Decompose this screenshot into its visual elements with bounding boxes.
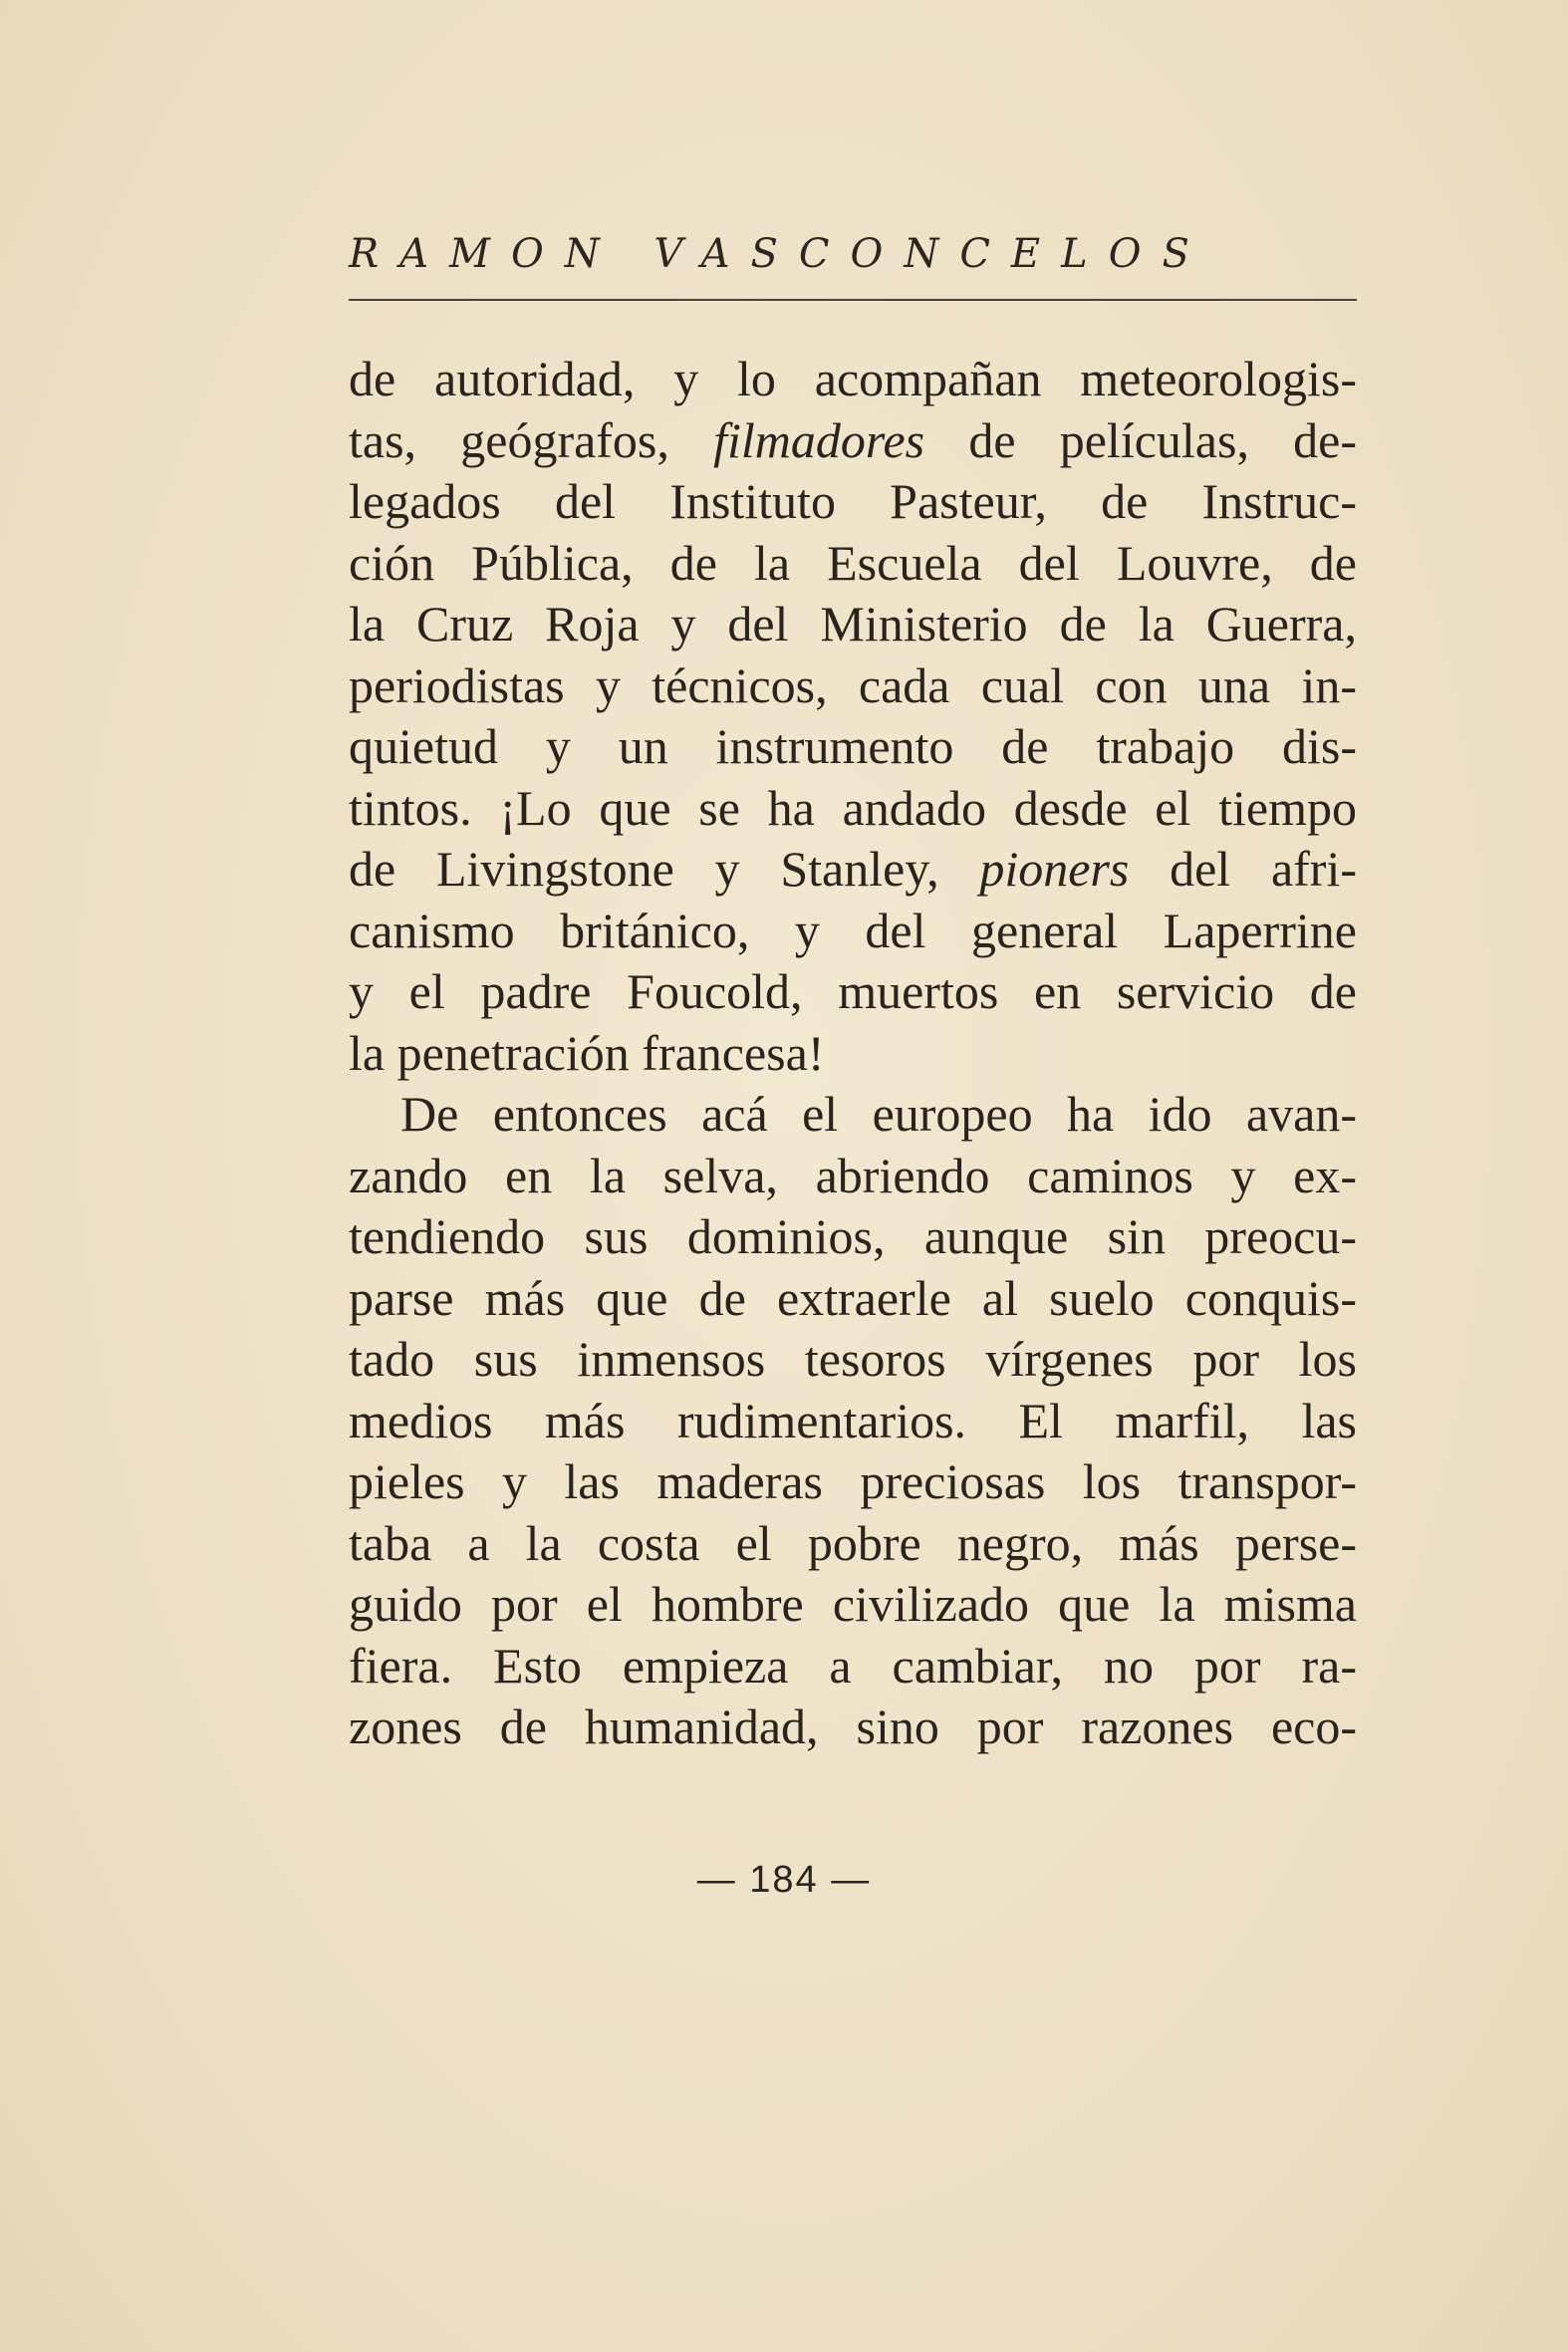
text-line-10: canismo británico, y del general Laperrine [349, 902, 1357, 958]
text-line-12: la penetración francesa! [349, 1024, 825, 1081]
text-line-4: ción Pública, de la Escuela del Louvre, de [349, 534, 1357, 591]
text-line-3: legados del Instituto Pasteur, de Instruc- [349, 473, 1357, 529]
italic-term: filmadores [713, 411, 925, 468]
text-line-19: pieles y las maderas preciosas los transpor- [349, 1453, 1357, 1509]
text-line-17: tado sus inmensos tesoros vírgenes por los [349, 1331, 1357, 1387]
body-text [349, 349, 1357, 1758]
text-line-22: fiera. Esto empieza a cambiar, no por ra- [349, 1637, 1357, 1694]
text-line-11: y el padre Foucold, muertos en servicio de [349, 963, 1357, 1019]
text-line-23: zones de humanidad, sino por razones eco- [349, 1699, 1357, 1754]
text-line-2: tas, geógrafos, filmadores de películas, de- [349, 411, 1357, 468]
text-line-20: taba a la costa el pobre negro, más perse- [349, 1514, 1357, 1571]
text-line-1: de autoridad, y lo acompañan meteorologis- [349, 351, 1357, 406]
text-line-8: tintos. ¡Lo que se ha andado desde el tiempo [349, 779, 1357, 836]
text-line-16: parse más que de extraerle al suelo conquis- [349, 1269, 1357, 1326]
text-line-14: zando en la selva, abriendo caminos y ex- [349, 1147, 1357, 1203]
text-line-13: De entonces acá el europeo ha ido avan- [400, 1086, 1357, 1142]
text-line-7: quietud y un instrumento de trabajo dis- [349, 718, 1357, 774]
text-line-18: medios más rudimentarios. El marfil, las [349, 1392, 1357, 1448]
text-line-21: guido por el hombre civilizado que la misma [349, 1576, 1357, 1632]
italic-term: pioners [979, 841, 1130, 897]
text-line-6: periodistas y técnicos, cada cual con una in- [349, 656, 1357, 713]
text-line-15: tendiendo sus dominios, aunque sin preocu- [349, 1208, 1357, 1264]
header-rule [349, 299, 1357, 301]
page-number: — 184 — [696, 1859, 872, 1901]
text-line-5: la Cruz Roja y del Ministerio de la Guerra, [349, 596, 1357, 652]
text-line-9: de Livingstone y Stanley, pioners del afri- [349, 841, 1357, 897]
running-header: RAMON VASCONCELOS [349, 231, 1210, 277]
